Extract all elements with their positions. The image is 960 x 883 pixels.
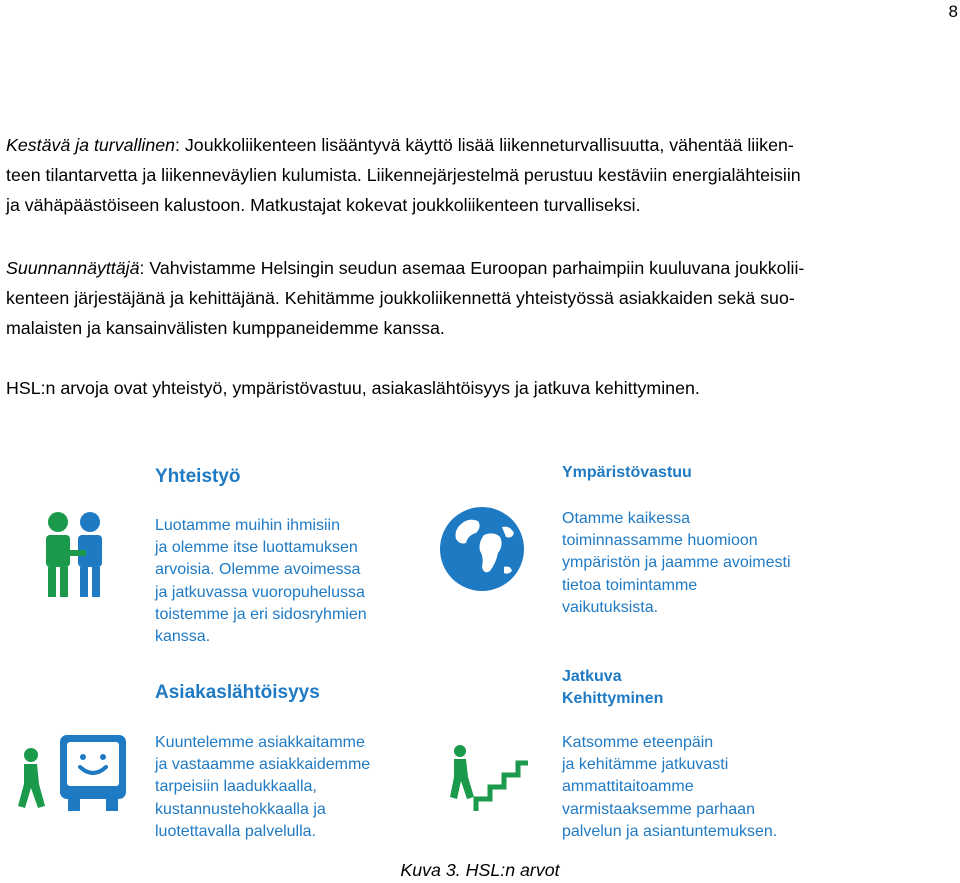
paragraph-sustainable-safe [6,130,954,220]
page-number: 8 [948,2,958,21]
value-heading-environment: Ympäristövastuu [562,464,692,481]
figure-caption-text: Kuva 3. HSL:n arvot [400,860,560,880]
globe-icon [438,505,526,593]
paragraph-lead: Kestävä ja turvallinen [6,135,176,155]
paragraph-line: : Joukkoliikenteen lisääntyvä käyttö lisää liikenneturvallisuutta, vähentää liiken- [175,135,794,155]
paragraph-line: malaisten ja kansainvälisten kumppaneidemme kanssa. [6,318,445,338]
paragraph-line: kenteen järjestäjänä ja kehittäjänä. Kehitämme joukkoliikennettä yhteistyössä asiakkaiden sekä suo- [6,288,795,308]
paragraph-line: ja vähäpäästöiseen kalustoon. Matkustajat kokevat joukkoliikenteen turvalliseksi. [6,195,641,215]
value-text-development: Katsomme eteenpäin ja kehitämme jatkuvasti ammattitaitoamme varmistaaksemme parhaan palvelun ja asiantuntemuksen. [562,734,778,840]
paragraph-trendsetter [6,253,954,343]
paragraph-lead: Suunnannäyttäjä [6,258,140,278]
paragraph-line: teen tilantarvetta ja liikenneväylien kulumista. Liikennejärjestelmä perustuu kestäviin energialähteisiin [6,165,801,185]
walking-person-icon [15,748,49,810]
value-heading-customer: Asiakaslähtöisyys [155,682,320,703]
paragraph-line: : Vahvistamme Helsingin seudun asemaa Euroopan parhaimpiin kuuluvana joukkolii- [139,258,805,278]
value-text-cooperation: Luotamme muihin ihmisiin ja olemme itse luottamuksen arvoisia. Olemme avoimessa ja jatkuvassa vuoropuhelussa toistemme ja eri sidosryhmien kanssa. [155,517,367,646]
smiling-bus-icon [58,733,128,813]
value-heading-development: Jatkuva Kehittyminen [562,668,664,707]
value-heading-cooperation: Yhteistyö [155,466,241,487]
value-text-environment: Otamme kaikessa toiminnassamme huomioon ympäristön ja jaamme avoimesti tietoa toimintamme vaikutuksista. [562,510,791,616]
person-climbing-stairs-icon [446,745,530,815]
figure-caption [0,860,960,881]
people-handshake-icon [40,510,112,600]
value-text-customer: Kuuntelemme asiakkaitamme ja vastaamme asiakkaidemme tarpeisiin laadukkaalla, kustannustehokkaalla ja luotettavalla palvelulla. [155,734,371,840]
paragraph-values-summary: HSL:n arvoja ovat yhteistyö, ympäristövastuu, asiakaslähtöisyys ja jatkuva kehittyminen. [6,378,700,398]
